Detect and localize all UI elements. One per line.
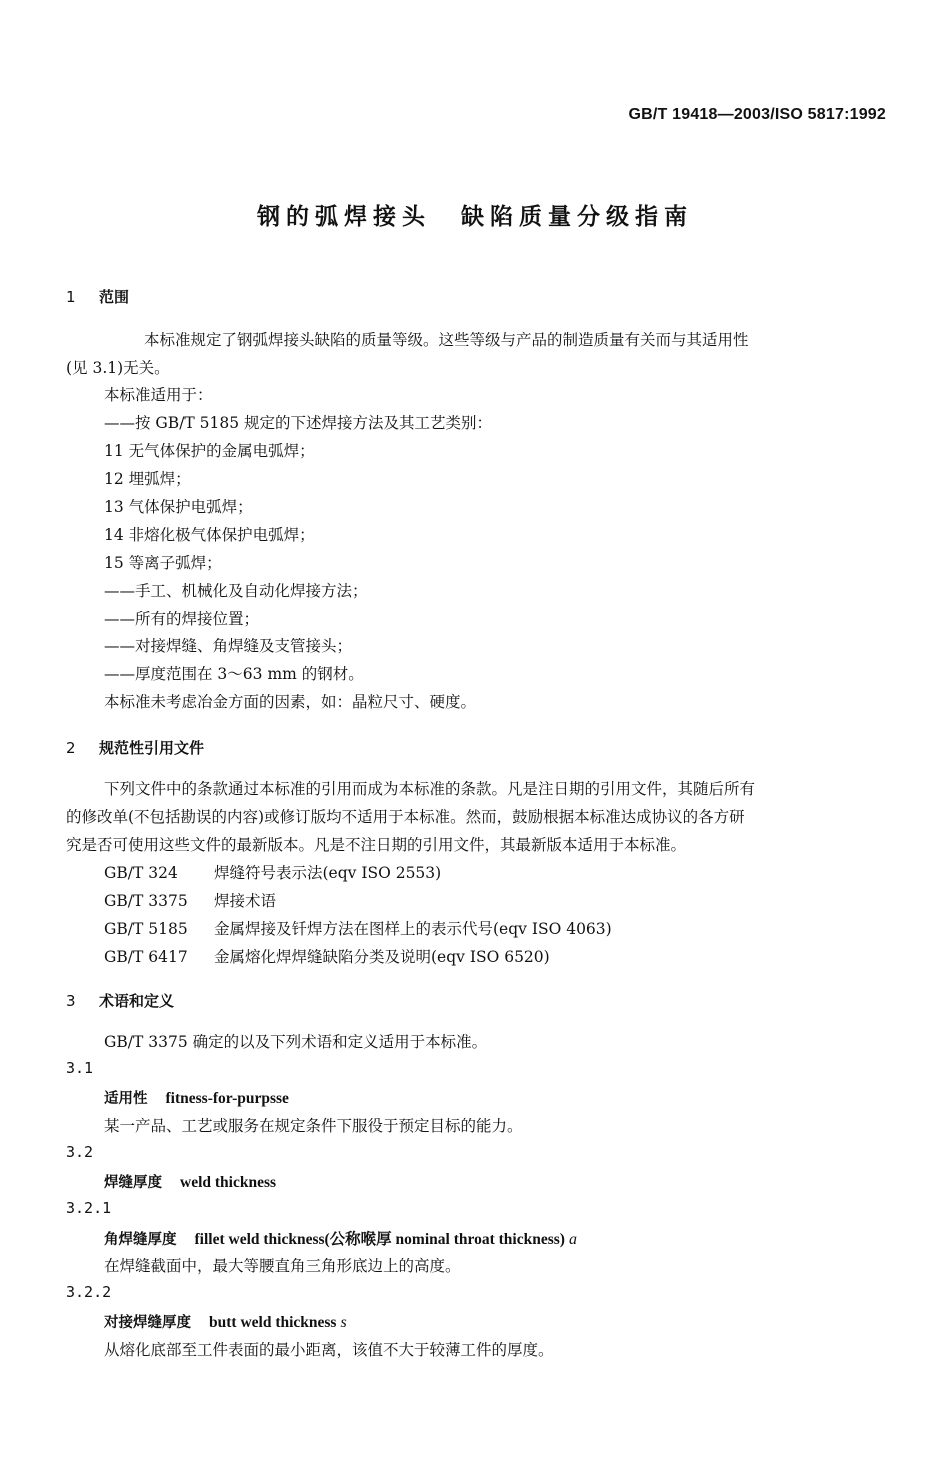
normative-para-line-1: 下列文件中的条款通过本标准的引用而成为本标准的条款。凡是注日期的引用文件，其随后所有 xyxy=(104,780,756,798)
term-zh: 对接焊缝厚度 xyxy=(104,1315,191,1331)
term-number: 3.2 xyxy=(66,1143,94,1161)
normative-para-line-3: 究是否可使用这些文件的最新版本。凡是不注日期的引用文件，其最新版本适用于本标准。 xyxy=(66,836,687,854)
terms-intro: GB/T 3375 确定的以及下列术语和定义适用于本标准。 xyxy=(104,1033,488,1051)
scope-list-item: 15 等离子弧焊； xyxy=(104,554,222,572)
term-definition: 在焊缝截面中，最大等腰直角三角形底边上的高度。 xyxy=(104,1257,461,1275)
term-en: weld thickness xyxy=(180,1174,277,1191)
scope-list-item: 11 无气体保护的金属电弧焊； xyxy=(104,442,315,460)
scope-list-item: ——厚度范围在 3～63 mm 的钢材。 xyxy=(104,665,364,683)
term-zh: 适用性 xyxy=(104,1091,148,1107)
section-2-heading xyxy=(66,737,204,758)
scope-list-item: ——按 GB/T 5185 规定的下述焊接方法及其工艺类别： xyxy=(104,414,493,432)
term-number: 3.1 xyxy=(66,1059,94,1077)
normative-para-line-2: 的修改单(不包括勘误的内容)或修订版均不适用于本标准。然而，鼓励根据本标准达成协议的各方研 xyxy=(66,808,745,826)
reference-item xyxy=(104,861,441,883)
scope-para-line-2: (见 3.1)无关。 xyxy=(66,359,170,377)
scope-exclusion: 本标准未考虑冶金方面的因素，如：晶粒尺寸、硬度。 xyxy=(104,693,477,711)
reference-code: GB/T 6417 xyxy=(104,948,188,966)
document-title xyxy=(0,198,950,231)
scope-list-item: 14 非熔化极气体保护电弧焊； xyxy=(104,526,315,544)
section-title: 规范性引用文件 xyxy=(99,739,205,757)
term-symbol: a xyxy=(568,1231,577,1248)
reference-code: GB/T 5185 xyxy=(104,920,188,938)
reference-title: 金属焊接及钎焊方法在图样上的表示代号(eqv ISO 4063) xyxy=(214,920,612,938)
scope-list-item: ——对接焊缝、角焊缝及支管接头； xyxy=(104,637,353,655)
term-heading xyxy=(104,1171,276,1192)
section-title: 术语和定义 xyxy=(99,992,175,1010)
title-part-1: 钢的弧焊接头 xyxy=(257,204,431,230)
section-number: 3 xyxy=(66,992,76,1010)
reference-item xyxy=(104,917,612,939)
section-number: 1 xyxy=(66,288,76,306)
term-en: fillet weld thickness(公称喉厚 nominal throat thickness) xyxy=(194,1231,565,1248)
term-heading xyxy=(104,1227,577,1249)
term-number: 3.2.2 xyxy=(66,1283,112,1301)
section-title: 范围 xyxy=(99,288,130,306)
reference-title: 焊接术语 xyxy=(214,892,277,910)
reference-title: 金属熔化焊焊缝缺陷分类及说明(eqv ISO 6520) xyxy=(214,948,550,966)
term-symbol: s xyxy=(340,1314,347,1331)
term-number: 3.2.1 xyxy=(66,1199,112,1217)
section-3-heading xyxy=(66,990,174,1011)
term-en: fitness-for-purpsse xyxy=(165,1090,289,1107)
term-heading xyxy=(104,1087,289,1108)
term-en: butt weld thickness xyxy=(209,1314,337,1331)
term-heading xyxy=(104,1311,347,1332)
reference-code: GB/T 3375 xyxy=(104,892,188,910)
section-number: 2 xyxy=(66,739,76,757)
term-definition: 从熔化底部至工件表面的最小距离，该值不大于较薄工件的厚度。 xyxy=(104,1341,554,1359)
term-zh: 角焊缝厚度 xyxy=(104,1232,177,1248)
scope-list-item: ——手工、机械化及自动化焊接方法； xyxy=(104,582,368,600)
reference-item xyxy=(104,889,276,911)
reference-title: 焊缝符号表示法(eqv ISO 2553) xyxy=(214,864,442,882)
reference-item xyxy=(104,945,550,967)
term-definition: 某一产品、工艺或服务在规定条件下服役于预定目标的能力。 xyxy=(104,1117,523,1135)
scope-para-line-1: 本标准规定了钢弧焊接头缺陷的质量等级。这些等级与产品的制造质量有关而与其适用性 xyxy=(144,331,749,349)
scope-list-item: 13 气体保护电弧焊； xyxy=(104,498,253,516)
section-1-heading xyxy=(66,286,129,307)
term-zh: 焊缝厚度 xyxy=(104,1175,162,1191)
scope-applies-intro: 本标准适用于： xyxy=(104,386,213,404)
reference-code: GB/T 324 xyxy=(104,864,178,882)
scope-list-item: ——所有的焊接位置； xyxy=(104,610,260,628)
scope-list-item: 12 埋弧焊； xyxy=(104,470,191,488)
standard-code: GB/T 19418—2003/ISO 5817:1992 xyxy=(628,106,886,123)
title-part-2: 缺陷质量分级指南 xyxy=(461,204,693,230)
